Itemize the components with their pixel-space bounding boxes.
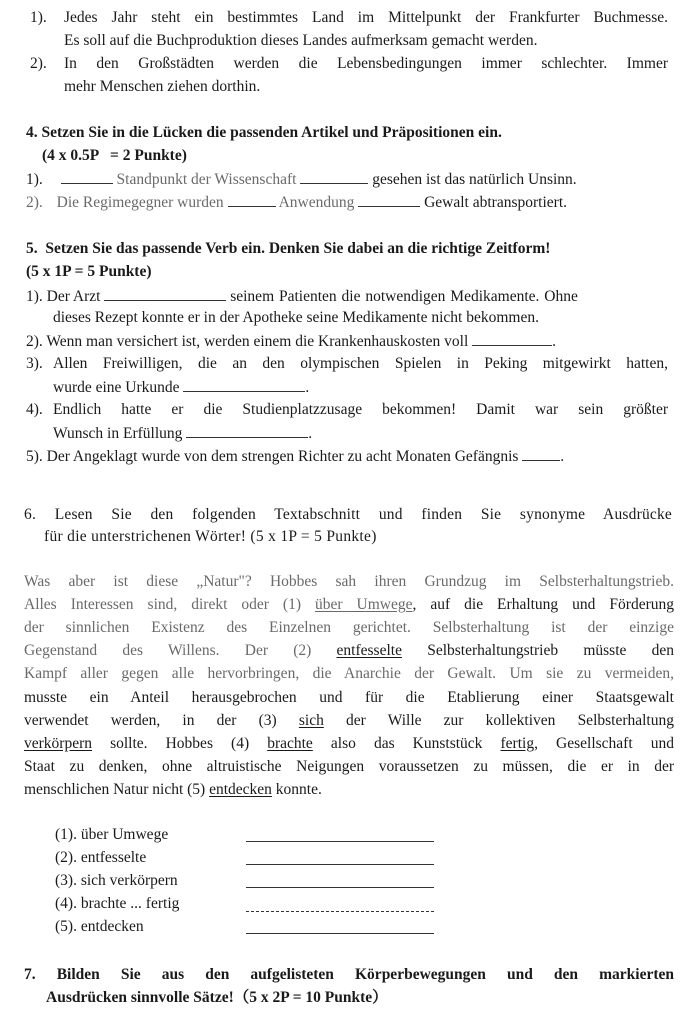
s5-item3-post: .: [305, 379, 310, 396]
passage-line-2: [24, 595, 674, 615]
answer-label-2: (2). entfesselte: [55, 849, 147, 866]
underlined-term-3b: verkörpern: [24, 735, 92, 752]
s4-item2-num: 2).: [26, 194, 43, 211]
answer-line-1[interactable]: [246, 841, 434, 842]
s5-item1-num: 1).: [26, 288, 43, 305]
s4-item2-pre: Die Regimegegner wurden: [56, 194, 224, 211]
section4-title: 4. Setzen Sie in die Lücken die passenden Artikel und Präpositionen ein.: [26, 124, 502, 141]
s5-item3-line1: Allen Freiwilligen, die an den olympischen Spielen in Peking mitgewirkt hatten,: [53, 355, 668, 372]
s3-item2-line1: In den Großstädten werden die Lebensbedingungen immer schlechter. Immer: [64, 55, 668, 72]
section7-title-line2: Ausdrücken sinnvolle Sätze!（5 x 2P = 10 Punkte）: [46, 989, 388, 1006]
s5-item4-pre: Wunsch in Erfüllung: [53, 425, 183, 442]
s5-item1-blank[interactable]: [104, 286, 226, 301]
s4-item1-text-b: gesehen ist das natürlich Unsinn.: [372, 171, 577, 188]
passage-line-10: [24, 780, 322, 800]
s5-item3-pre: wurde eine Urkunde: [53, 379, 180, 396]
answer-line-5[interactable]: [246, 933, 434, 934]
passage-text: Alles Interessen sind, direkt oder (1): [24, 596, 315, 613]
s5-item5: [26, 446, 564, 467]
s5-item2-post: .: [552, 333, 557, 350]
s5-item4-post: .: [308, 425, 313, 442]
section7-title-line1: 7. Bilden Sie aus den aufgelisteten Körperbewegungen und den markierten: [24, 966, 674, 983]
section6-title-line1: 6. Lesen Sie den folgenden Textabschnitt und finden Sie synonyme Ausdrücke: [24, 506, 672, 523]
passage-line-4: [24, 641, 674, 661]
underlined-term-4a: brachte: [267, 735, 313, 752]
section6-title-line2: für die unterstrichenen Wörter! (5 x 1P = 5 Punkte): [44, 528, 377, 545]
answer-label-1: (1). über Umwege: [55, 826, 169, 843]
s5-item5-post: .: [560, 448, 565, 465]
s5-item2-pre: Wenn man versichert ist, werden einem die Krankenhauskosten voll: [46, 333, 469, 350]
s4-item2-text-a: Anwendung: [278, 194, 355, 211]
underlined-term-4b: fertig: [500, 735, 535, 752]
answer-line-3[interactable]: [246, 887, 434, 888]
section4-points: (4 x 0.5P = 2 Punkte): [42, 147, 187, 164]
answer-label-3: (3). sich verkörpern: [55, 872, 178, 889]
underlined-term-1: über Umwege: [314, 596, 413, 613]
answer-label-5: (5). entdecken: [55, 918, 144, 935]
s5-item4-line1: Endlich hatte er die Studienplatzzusage bekommen! Damit war sein größter: [53, 401, 668, 418]
answer-line-4[interactable]: [246, 911, 434, 912]
s3-item1-line1: Jedes Jahr steht ein bestimmtes Land im Mittelpunkt der Frankfurter Buchmesse.: [64, 9, 668, 26]
passage-line-7: [24, 711, 674, 731]
passage-text: der Wille zur kollektiven Selbsterhaltung: [323, 712, 674, 729]
s4-item2-text-b: Gewalt abtransportiert.: [424, 194, 567, 211]
section5-title: 5. Setzen Sie das passende Verb ein. Denken Sie dabei an die richtige Zeitform!: [26, 240, 551, 257]
passage-text: verwendet werden, in der (3): [24, 712, 299, 729]
s4-item1-text-a: Standpunkt der Wissenschaft: [116, 171, 297, 188]
s4-item2-blank-a[interactable]: [228, 192, 276, 207]
s3-item2-line2: mehr Menschen ziehen dorthin.: [64, 78, 261, 95]
section5-points: (5 x 1P = 5 Punkte): [26, 263, 152, 280]
underlined-term-5: entdecken: [209, 781, 272, 798]
s5-item2-num: 2).: [26, 333, 43, 350]
s5-item1-post: seinem Patienten die notwendigen Medikamente. Ohne: [230, 288, 578, 305]
passage-text: Selbsterhaltungstrieb müsste den: [401, 642, 674, 659]
passage-text: musste ein Anteil herausgebrochen und für die Etablierung einer Staatsgewalt: [24, 689, 674, 706]
s5-item4-line2: [53, 423, 312, 444]
s5-item5-pre: Der Angeklagt wurde von dem strengen Richter zu acht Monaten Gefängnis: [46, 448, 519, 465]
s3-item1-num: 1).: [30, 9, 47, 26]
passage-text: , Gesellschaft und: [534, 735, 674, 752]
passage-line-1: Was aber ist diese „Natur"? Hobbes sah ihren Grundzug im Selbsterhaltungstrieb.: [24, 573, 674, 590]
s4-item2: [26, 192, 567, 213]
answer-line-2[interactable]: [246, 864, 434, 865]
s5-item3-num: 3).: [26, 355, 43, 372]
passage-line-9: [24, 757, 674, 777]
passage-line-3: [24, 618, 674, 638]
passage-text: Gegenstand des Willens. Der (2): [24, 642, 337, 659]
s5-item1-pre: Der Arzt: [46, 288, 101, 305]
s5-item1: [26, 286, 578, 307]
s5-item4-num: 4).: [26, 401, 43, 418]
passage-line-5: [24, 664, 674, 684]
s4-item1-num: 1).: [26, 171, 43, 188]
passage-line-6: [24, 688, 674, 708]
s4-item1: [26, 169, 577, 190]
passage-text: der sinnlichen Existenz des Einzelnen gerichtet. Selbsterhaltung ist der einzige: [24, 619, 674, 636]
answer-label-4: (4). brachte ... fertig: [55, 895, 180, 912]
s5-item2-blank[interactable]: [472, 331, 552, 346]
s5-item3-blank[interactable]: [183, 377, 305, 392]
s5-item4-blank[interactable]: [186, 423, 308, 438]
passage-text: , auf die Erhaltung und Förderung: [412, 596, 674, 613]
s4-item2-blank-b[interactable]: [358, 192, 420, 207]
s3-item1-line2: Es soll auf die Buchproduktion dieses Landes aufmerksam gemacht werden.: [64, 32, 538, 49]
passage-text: Kampf aller gegen alle hervorbringen, die Anarchie der Gewalt. Um sie zu vermeiden,: [24, 665, 674, 682]
s4-item1-blank-a[interactable]: [61, 169, 113, 184]
passage-text: konnte.: [271, 781, 322, 798]
underlined-term-2: entfesselte: [336, 642, 402, 659]
passage-text: Staat zu denken, ohne altruistische Neigungen voraussetzen zu müssen, die er in der: [24, 758, 674, 775]
passage-text: also das Kunststück: [312, 735, 501, 752]
passage-line-8: [24, 734, 674, 754]
passage-text: menschlichen Natur nicht (5): [24, 781, 210, 798]
s4-item1-blank-b[interactable]: [300, 169, 368, 184]
s5-item3-line2: [53, 377, 309, 398]
s5-item5-num: 5).: [26, 448, 43, 465]
s5-item1-line2: dieses Rezept konnte er in der Apotheke seine Medikamente nicht bekommen.: [53, 309, 539, 326]
s5-item2: [26, 331, 556, 352]
passage-text: sollte. Hobbes (4): [92, 735, 268, 752]
s5-item5-blank[interactable]: [522, 446, 560, 461]
s3-item2-num: 2).: [30, 55, 47, 72]
underlined-term-3a: sich: [298, 712, 324, 729]
